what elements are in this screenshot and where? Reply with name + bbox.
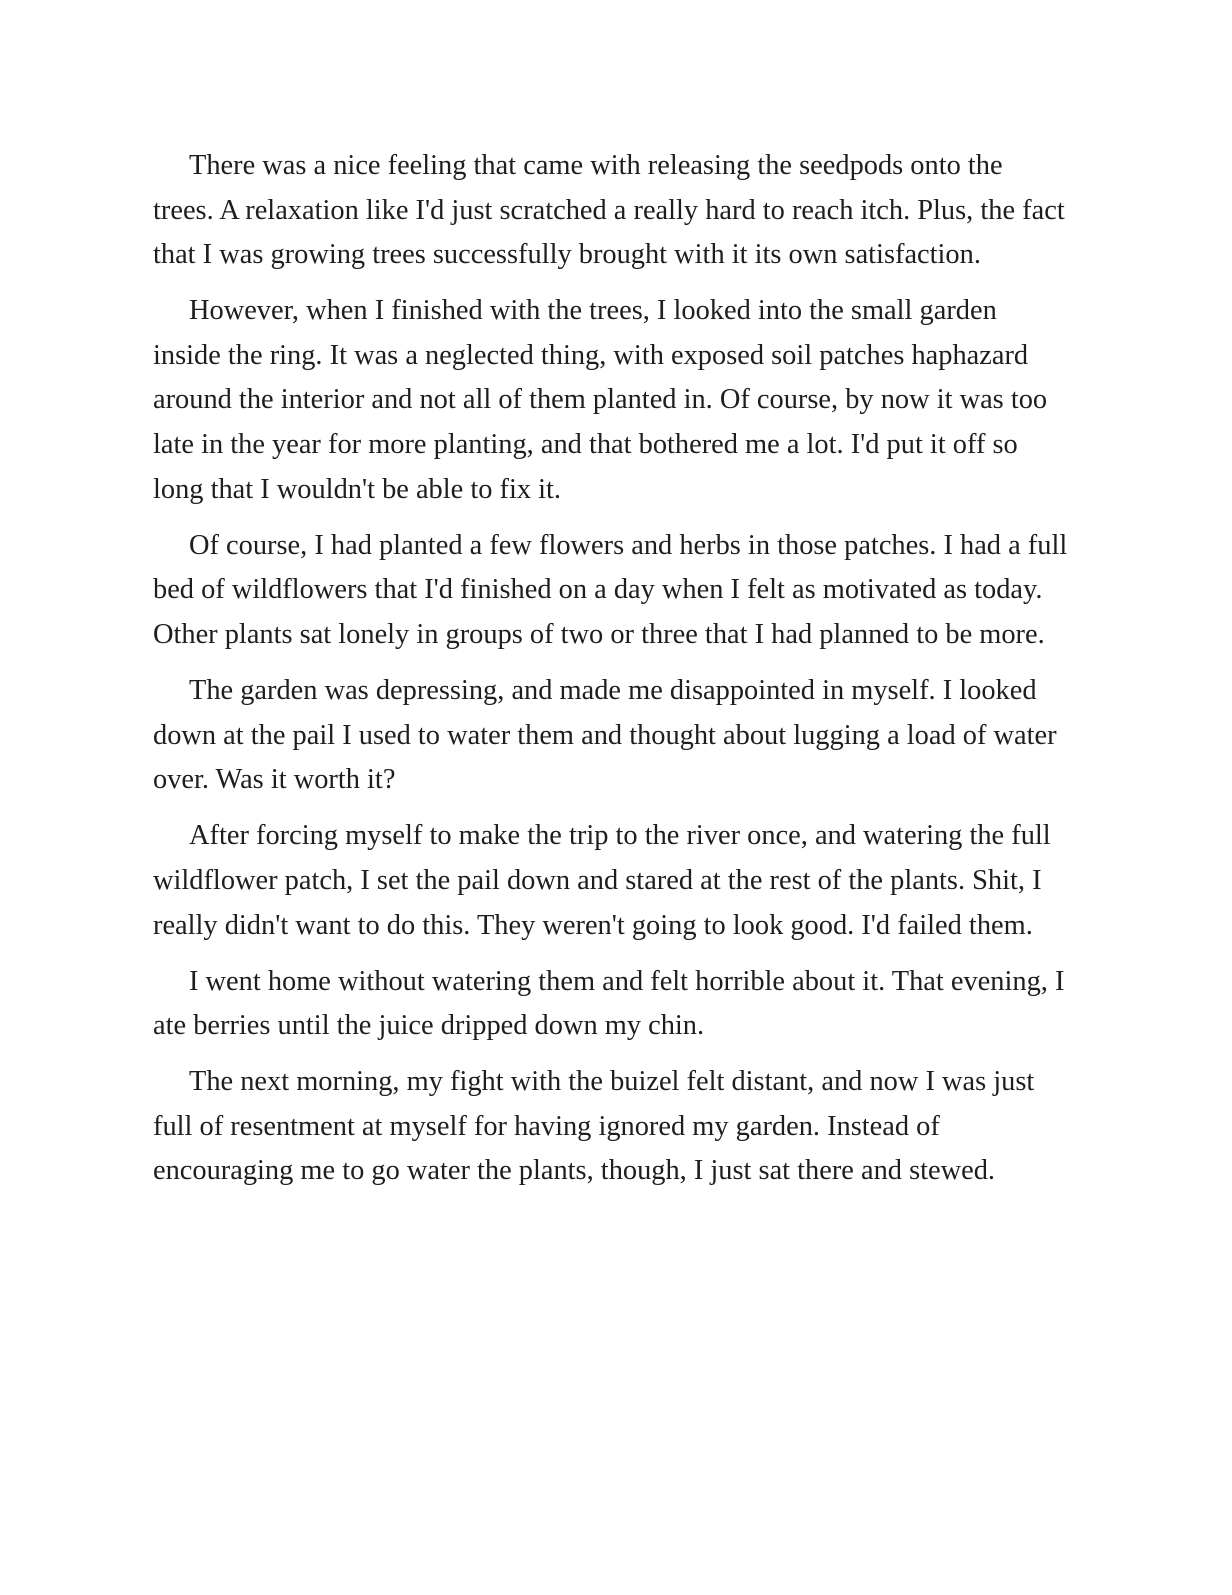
paragraph: The garden was depressing, and made me disappointed in myself. I looked down at the pail I used to water them and thought about lugging a load of water over. Was it worth it? (153, 675, 1057, 796)
paragraph: Of course, I had planted a few flowers and herbs in those patches. I had a full bed of wildflowers that I'd finished on a day when I felt as motivated as today. Other plants sat lonely in groups of two or three that I had planned to be more. (153, 529, 1068, 650)
body-text (153, 144, 1069, 1194)
paragraph: However, when I finished with the trees, I looked into the small garden inside the ring. It was a neglected thing, with exposed soil patches haphazard around the interior and not all of them planted in. Of course, by now it was too late in the year for more planting, and that bothered me a lot. I'd put it off so long that I wouldn't be able to fix it. (153, 295, 1048, 505)
paragraph: The next morning, my fight with the buizel felt distant, and now I was just full of resentment at myself for having ignored my garden. Instead of encouraging me to go water the plants, though, I just sat there and stewed. (153, 1066, 1035, 1187)
paragraph: After forcing myself to make the trip to the river once, and watering the full wildflower patch, I set the pail down and stared at the rest of the plants. Shit, I really didn't want to do this. They weren't going to look good. I'd failed them. (153, 820, 1051, 941)
paragraph: I went home without watering them and felt horrible about it. That evening, I ate berries until the juice dripped down my chin. (153, 965, 1065, 1042)
paragraph: There was a nice feeling that came with releasing the seedpods onto the trees. A relaxation like I'd just scratched a really hard to reach itch. Plus, the fact that I was growing trees successfully brought with it its own satisfaction. (153, 150, 1065, 271)
